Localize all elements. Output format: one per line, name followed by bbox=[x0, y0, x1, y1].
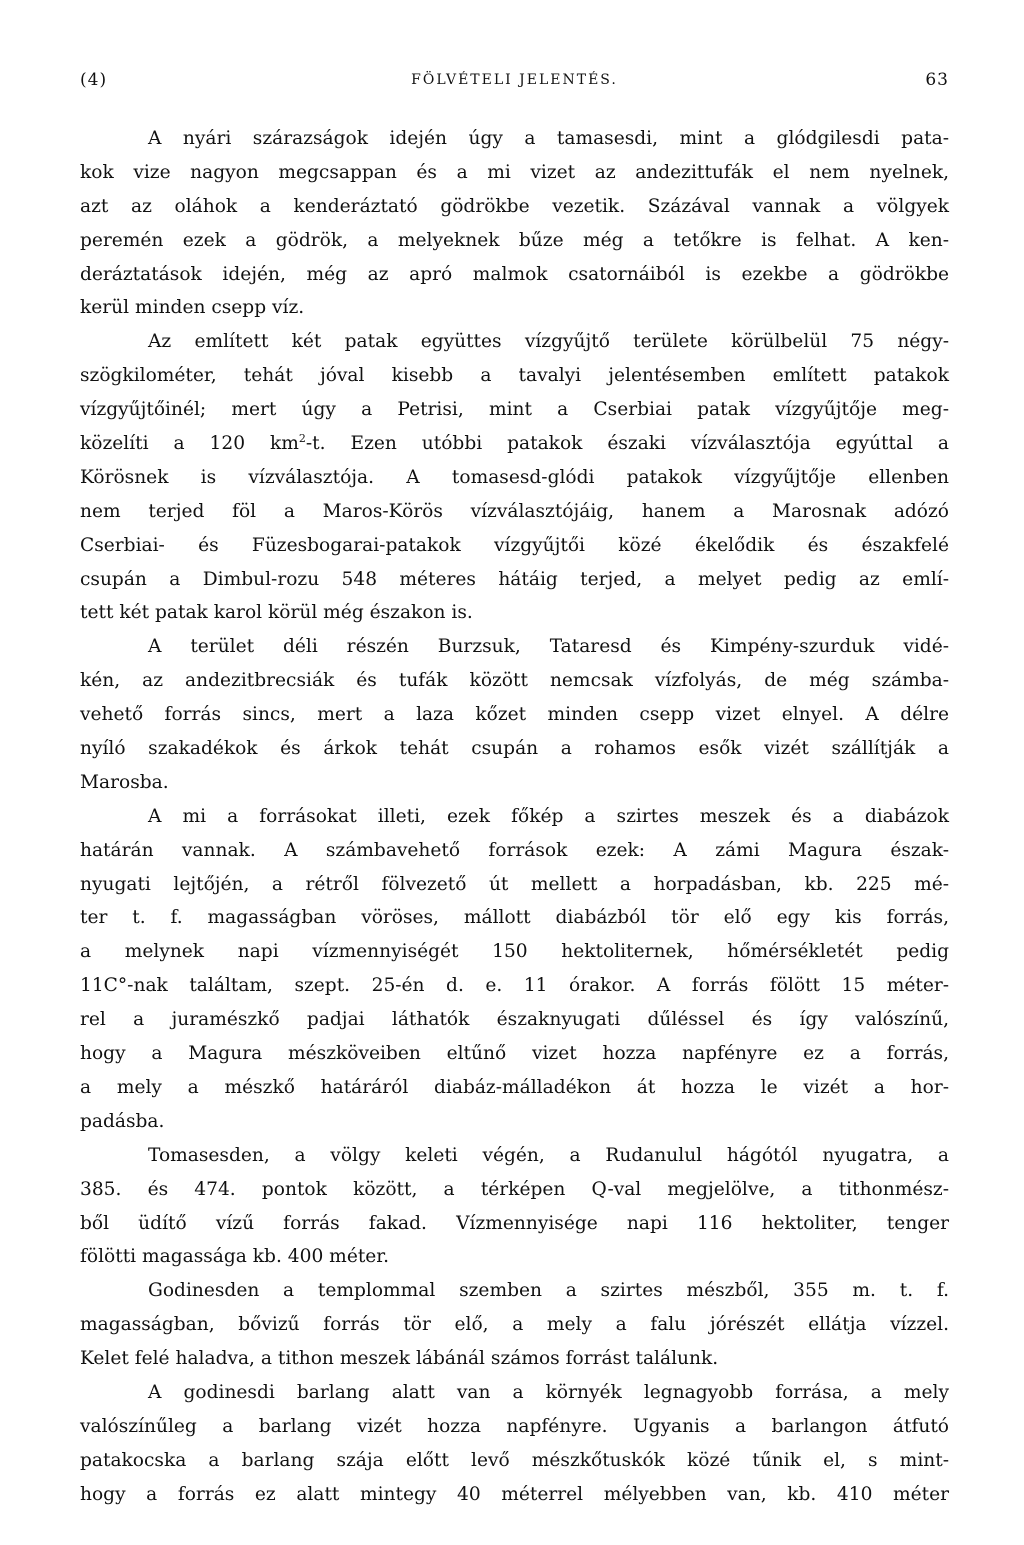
text-line: Kelet felé haladva, a tithon meszek lábánál számos forrást találunk. bbox=[80, 1348, 719, 1370]
text-line: peremén ezek a gödrök, a melyeknek bűze még a tetőkre is felhat. A ken- bbox=[80, 229, 949, 251]
text-line: tett két patak karol körül még északon is. bbox=[80, 602, 473, 624]
page-number: 63 bbox=[925, 70, 949, 90]
text-line: 11C°-nak találtam, szept. 25-én d. e. 11 órakor. A forrás fölött 15 méter- bbox=[80, 975, 949, 997]
text-line: ből üdítő vízű forrás fakad. Vízmennyisége napi 116 hektoliter, tenger bbox=[80, 1212, 949, 1234]
text-line: A mi a forrásokat illeti, ezek főkép a szirtes meszek és a diabázok bbox=[148, 805, 949, 827]
text-line: a mely a mészkő határáról diabáz-málladékon át hozza le vizét a hor- bbox=[80, 1076, 949, 1098]
text-line: kok vize nagyon megcsappan és a mi vizet az andezittufák el nem nyelnek, bbox=[80, 161, 949, 183]
text-line: deráztatások idején, még az apró malmok csatornáiból is ezekbe a gödrökbe bbox=[80, 263, 949, 285]
text-line: vízgyűjtőinél; mert úgy a Petrisi, mint a Cserbiai patak vízgyűjtője meg- bbox=[80, 399, 949, 421]
text-line: a melynek napi vízmennyiségét 150 hektoliternek, hőmérsékletét pedig bbox=[80, 941, 949, 963]
text-line: padásba. bbox=[80, 1110, 165, 1132]
text-line: határán vannak. A számbavehető források ezek: A zámi Magura észak- bbox=[80, 839, 949, 861]
text-line: Marosba. bbox=[80, 771, 169, 793]
text-fragment: -t. Ezen utóbbi patakok északi vízválasztója egyúttal a bbox=[305, 433, 949, 455]
text-line: nyíló szakadékok és árkok tehát csupán a rohamos esők vizét szállítják a bbox=[80, 738, 949, 760]
text-line: patakocska a barlang szája előtt levő mészkőtuskók közé tűnik el, s mint- bbox=[80, 1449, 949, 1471]
text-line: hogy a forrás ez alatt mintegy 40 méterrel mélyebben van, kb. 410 méter bbox=[80, 1483, 949, 1505]
text-line: kén, az andezitbrecsiák és tufák között nemcsak vízfolyás, de még számba- bbox=[80, 670, 949, 692]
text-line: Godinesden a templommal szemben a szirtes mészből, 355 m. t. f. bbox=[148, 1280, 949, 1302]
text-line: Az említett két patak együttes vízgyűjtő területe körülbelül 75 négy- bbox=[148, 331, 949, 353]
text-line: A godinesdi barlang alatt van a környék legnagyobb forrása, a mely bbox=[148, 1381, 949, 1403]
chapter-number: (4) bbox=[80, 70, 108, 90]
text-line: azt az oláhok a kenderáztató gödrökbe vezetik. Százával vannak a völgyek bbox=[80, 195, 949, 217]
text-line: szögkilométer, tehát jóval kisebb a tavalyi jelentésemben említett patakok bbox=[80, 365, 949, 387]
text-line: rel a juramészkő padjai láthatók északnyugati dűléssel és így valószínű, bbox=[80, 1009, 949, 1031]
text-line-with-superscript bbox=[80, 427, 949, 461]
superscript: 2 bbox=[298, 431, 306, 445]
running-header bbox=[80, 64, 949, 98]
body-text bbox=[80, 122, 949, 1512]
text-line: nem terjed föl a Maros-Körös vízválasztójáig, hanem a Marosnak adózó bbox=[80, 500, 949, 522]
text-line: ter t. f. magasságban vöröses, mállott diabázból tör elő egy kis forrás, bbox=[80, 907, 949, 929]
text-line: kerül minden csepp víz. bbox=[80, 297, 305, 319]
text-line: Körösnek is vízválasztója. A tomasesd-glódi patakok vízgyűjtője ellenben bbox=[80, 466, 949, 488]
text-line: A nyári szárazságok idején úgy a tamasesdi, mint a glódgilesdi pata- bbox=[148, 128, 949, 149]
text-line: vehető forrás sincs, mert a laza kőzet minden csepp vizet elnyel. A délre bbox=[80, 704, 949, 726]
text-line: Tomasesden, a völgy keleti végén, a Rudanulul hágótól nyugatra, a bbox=[148, 1144, 949, 1166]
text-line: A terület déli részén Burzsuk, Tataresd és Kimpény-szurduk vidé- bbox=[148, 636, 949, 658]
text-line: Cserbiai- és Füzesbogarai-patakok vízgyűjtői közé ékelődik és északfelé bbox=[80, 534, 949, 556]
text-line: valószínűleg a barlang vizét hozza napfényre. Ugyanis a barlangon átfutó bbox=[80, 1415, 949, 1437]
running-title: FÖLVÉTELI JELENTÉS. bbox=[411, 72, 618, 88]
text-line: 385. és 474. pontok között, a térképen Q-val megjelölve, a tithonmész- bbox=[80, 1178, 949, 1200]
text-line: fölötti magassága kb. 400 méter. bbox=[80, 1246, 390, 1268]
text-line: csupán a Dimbul-rozu 548 méteres hátáig terjed, a melyet pedig az emlí- bbox=[80, 568, 949, 590]
text-fragment: közelíti a 120 km bbox=[80, 433, 299, 455]
text-line: magasságban, bővizű forrás tör elő, a mely a falu jórészét ellátja vízzel. bbox=[80, 1314, 949, 1336]
text-line: nyugati lejtőjén, a rétről fölvezető út mellett a horpadásban, kb. 225 mé- bbox=[80, 873, 949, 895]
text-line: hogy a Magura mészköveiben eltűnő vizet hozza napfényre ez a forrás, bbox=[80, 1043, 949, 1065]
